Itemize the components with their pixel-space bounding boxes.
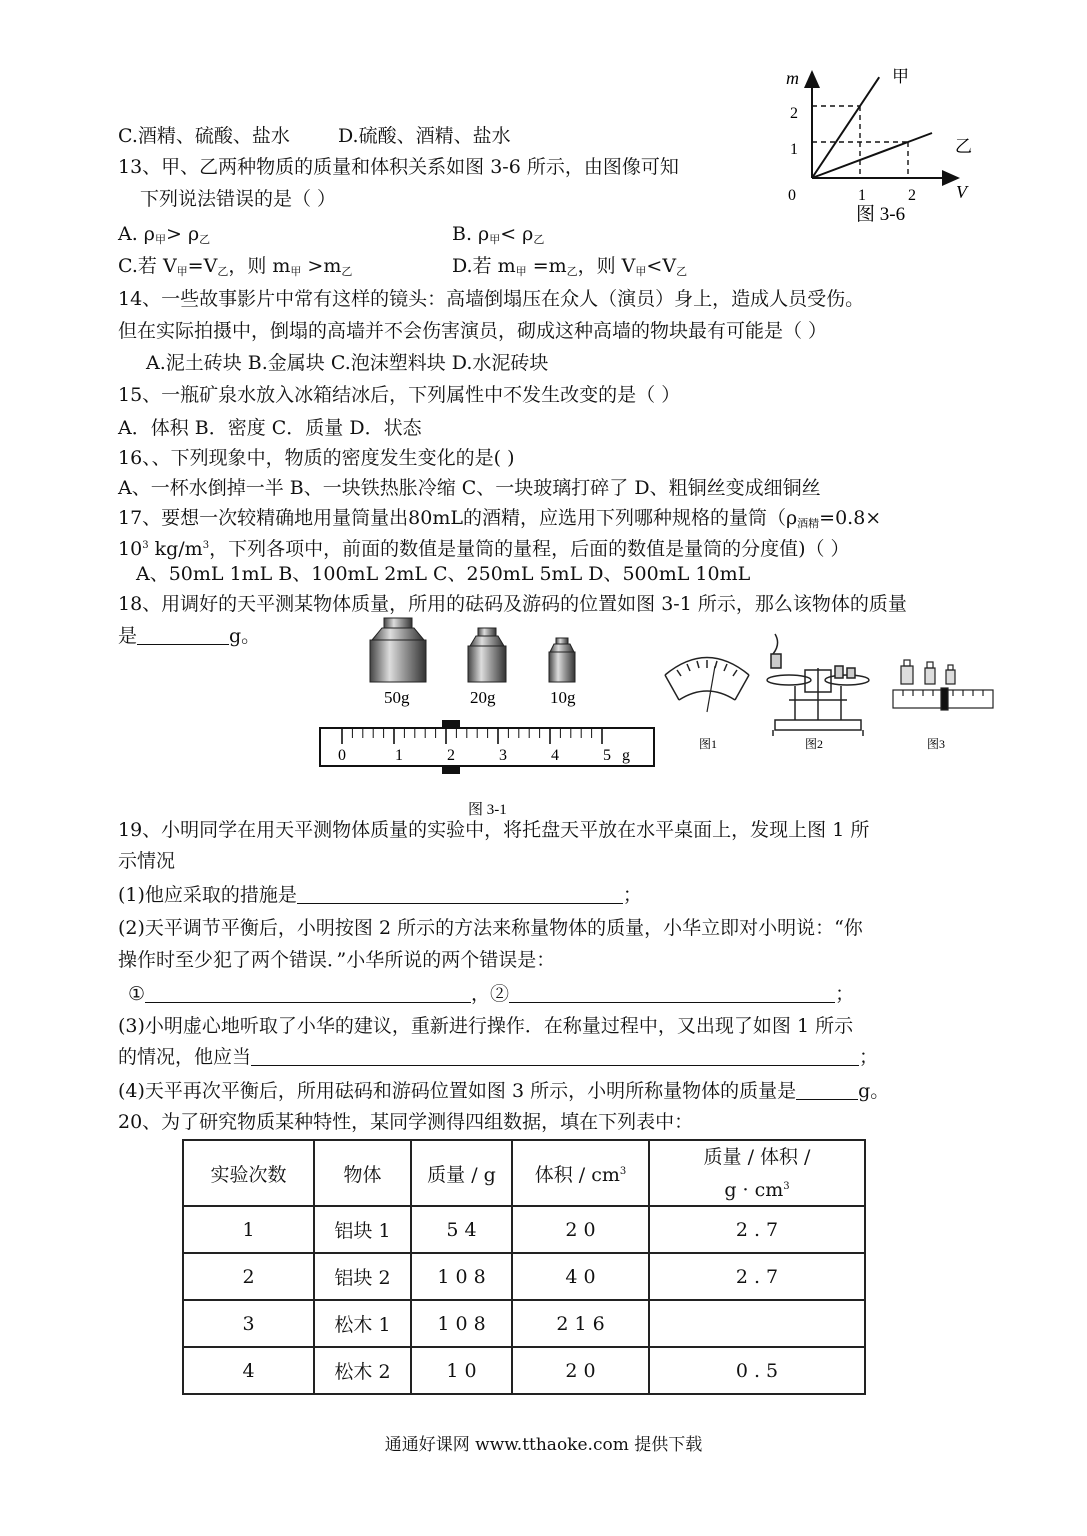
q13-option-c: C.若 $V_甲=V_乙$，则 $m_甲 >m_乙$	[118, 255, 353, 278]
weight-label-20g: 20g	[470, 688, 496, 707]
q19-part3-line2: 的情况，他应当 ；	[118, 1046, 879, 1068]
svg-text:0: 0	[338, 747, 346, 764]
y-tick-label: 1	[790, 141, 798, 158]
table-cell: 0 . 5	[649, 1347, 865, 1394]
weight-50g-icon	[370, 618, 426, 682]
series-line-yi	[812, 133, 932, 178]
y-tick-label: 2	[790, 105, 798, 122]
q18-stem-line2: 是 g。	[118, 625, 261, 647]
q15-stem: 15、一瓶矿泉水放入冰箱结冰后，下列属性中不发生改变的是（ ）	[118, 384, 681, 406]
q13-stem-line2: 下列说法错误的是（ ）	[140, 188, 337, 210]
table-cell: 1 0 8	[411, 1253, 512, 1300]
table-cell: 松木 2	[314, 1347, 411, 1394]
q14-stem-line2: 但在实际拍摄中，倒塌的高墙并不会伤害演员，砌成这种高墙的物块最有可能是（ ）	[118, 320, 828, 342]
page-footer: 通通好课网 www.tthaoke.com 提供下载	[384, 1435, 703, 1455]
q13-option-a: A. $\rho_甲> \rho_乙$	[118, 223, 211, 246]
small-fig-label-2: 图2	[805, 737, 824, 751]
q19-part1-blank[interactable]	[297, 885, 623, 904]
q19-part4: (4)天平再次平衡后，所用砝码和游码位置如图 3 所示，小明所称量物体的质量是 g。	[118, 1080, 890, 1102]
q14-stem-line1: 14、一些故事影片中常有这样的镜头：高墙倒塌压在众人（演员）身上，造成人员受伤。	[118, 288, 865, 310]
table-cell: 铝块 2	[314, 1253, 411, 1300]
table-cell: 1 0 8	[411, 1300, 512, 1347]
q13-option-b: B. $\rho_甲< \rho_乙$	[452, 223, 545, 246]
svg-text:4: 4	[551, 747, 559, 764]
q12-option-d: D.硫酸、酒精、盐水	[338, 125, 511, 147]
table-cell: 2 0	[512, 1347, 649, 1394]
q18-answer-blank[interactable]	[137, 626, 229, 645]
svg-text:1: 1	[395, 747, 403, 764]
balance-pointer-dial-icon	[665, 658, 749, 713]
weight-label-10g: 10g	[550, 688, 576, 707]
header-cell: 质量 / 体积 / $g \cdot cm^3$	[649, 1140, 865, 1206]
svg-text:g: g	[622, 747, 630, 764]
q19-part4-blank[interactable]	[796, 1081, 858, 1100]
weights-and-ruler-icon	[893, 660, 993, 710]
q17-stem-line1: 17、要想一次较精确地用量筒量出80mL的酒精，应选用下列哪种规格的量筒（$\rho_{酒精}=0.8\times$	[118, 507, 882, 530]
q17-options: A、50mL 1mL B、100mL 2mL C、250mL 5mL D、500mL 10mL	[136, 563, 751, 585]
figure-3-1	[310, 610, 670, 825]
q19-part2-answers: ① ，② ；	[128, 983, 855, 1005]
q13-option-d: D.若 $m_甲 =m_乙$，则 $V_甲<V_乙$	[452, 255, 688, 278]
svg-text:3: 3	[499, 747, 507, 764]
figure-3-1-caption: 图 3-1	[468, 802, 507, 818]
header-cell: 实验次数	[183, 1140, 314, 1206]
figure-3-6-chart	[770, 60, 980, 230]
weight-label-50g: 50g	[384, 688, 410, 707]
q20-stem: 20、为了研究物质某种特性，某同学测得四组数据，填在下列表中：	[118, 1111, 694, 1133]
table-cell: 2	[183, 1253, 314, 1300]
q12-options-row	[118, 124, 511, 148]
small-fig-label-3: 图3	[927, 737, 946, 751]
q19-stem-line2: 示情况	[118, 850, 176, 872]
table-cell: 4	[183, 1347, 314, 1394]
q13-stem-line1: 13、甲、乙两种物质的质量和体积关系如图 3-6 所示，由图像可知	[118, 156, 679, 178]
table-row	[183, 1206, 865, 1253]
table-cell: 3	[183, 1300, 314, 1347]
q16-options: A、一杯水倒掉一半 B、一块铁热胀冷缩 C、一块玻璃打碎了 D、粗铜丝变成细铜丝	[118, 477, 821, 499]
table-cell: 5 4	[411, 1206, 512, 1253]
q19-error2-blank[interactable]	[509, 984, 835, 1003]
x-tick-label: 1	[858, 187, 866, 204]
x-axis-label: V	[956, 182, 967, 202]
weight-20g-icon	[468, 628, 506, 682]
figure-caption: 图 3-6	[856, 204, 906, 225]
series-line-jia	[812, 77, 879, 178]
q19-part2-line1: (2)天平调节平衡后，小明按图 2 所示的方法来称量物体的质量，小华立即对小明说：“你	[118, 917, 863, 939]
weight-10g-icon	[549, 638, 575, 682]
q18-stem-line1: 18、用调好的天平测某物体质量，所用的砝码及游码的位置如图 3-1 所示，那么该物体的质量	[118, 593, 907, 615]
origin-label: 0	[788, 187, 796, 204]
table-cell: 2 0	[512, 1206, 649, 1253]
series-label-yi: 乙	[955, 137, 972, 156]
table-cell: 1 0	[411, 1347, 512, 1394]
table-cell-blank[interactable]	[649, 1300, 865, 1347]
table-cell: 松木 1	[314, 1300, 411, 1347]
y-axis-label: m	[786, 68, 799, 88]
svg-text:5: 5	[603, 747, 611, 764]
series-label-jia: 甲	[892, 67, 909, 86]
q19-part2-line2: 操作时至少犯了两个错误．”小华所说的两个错误是：	[118, 949, 556, 971]
table-row	[183, 1253, 865, 1300]
table-cell: 2 . 7	[649, 1253, 865, 1300]
header-cell: 物体	[314, 1140, 411, 1206]
q20-data-table	[182, 1139, 866, 1395]
table-cell: 4 0	[512, 1253, 649, 1300]
table-cell: 2 . 7	[649, 1206, 865, 1253]
table-row	[183, 1300, 865, 1347]
table-cell: 1	[183, 1206, 314, 1253]
svg-text:2: 2	[447, 747, 455, 764]
header-cell: 质量 / g	[411, 1140, 512, 1206]
q12-option-c: C.酒精、硫酸、盐水	[118, 125, 290, 147]
balance-scale-icon	[767, 634, 869, 736]
table-row	[183, 1347, 865, 1394]
q19-stem-line1: 19、小明同学在用天平测物体质量的实验中，将托盘天平放在水平桌面上，发现上图 1 所	[118, 819, 870, 841]
q14-options: A.泥土砖块 B.金属块 C.泡沫塑料块 D.水泥砖块	[146, 352, 549, 374]
q19-part3-blank[interactable]	[251, 1047, 859, 1066]
x-tick-label: 2	[908, 187, 916, 204]
q19-error1-blank[interactable]	[145, 984, 471, 1003]
q17-stem-line2: $10^3$ $kg/m^3$，下列各项中，前面的数值是量筒的量程，后面的数值是量筒的分度值)（ ）	[118, 538, 850, 560]
small-fig-label-1: 图1	[699, 737, 718, 751]
header-cell: 体积 / $cm^3$	[512, 1140, 649, 1206]
q16-stem: 16、、下列现象中，物质的密度发生变化的是( )	[118, 447, 515, 469]
figures-1-2-3	[655, 630, 1005, 760]
table-header-row	[183, 1140, 865, 1206]
table-cell: 2 1 6	[512, 1300, 649, 1347]
q19-part3-line1: (3)小明虚心地听取了小华的建议，重新进行操作．在称量过程中，又出现了如图 1 所示	[118, 1015, 854, 1037]
q19-part1: (1)他应采取的措施是 ；	[118, 884, 642, 906]
table-cell: 铝块 1	[314, 1206, 411, 1253]
q15-options: A．体积 B．密度 C．质量 D．状态	[118, 417, 422, 439]
